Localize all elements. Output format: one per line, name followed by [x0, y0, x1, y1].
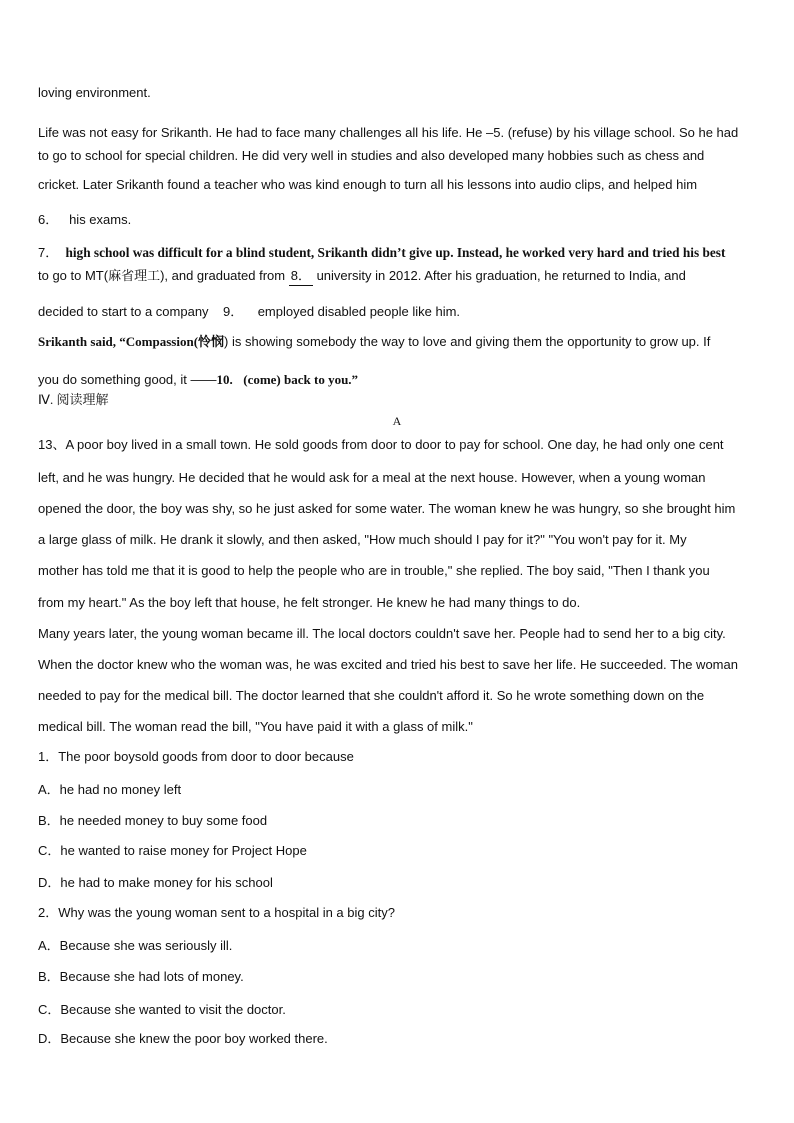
answer-option[interactable]: D．Because she knew the poor boy worked there. [38, 1031, 328, 1046]
question-stem: 2．Why was the young woman sent to a hospital in a big city? [38, 905, 395, 920]
blank-7-number: 7． [38, 245, 59, 260]
cloze-line: decided to start to a company 9． employed disabled people like him. [38, 304, 461, 319]
blank-9-number: 9． [223, 304, 244, 319]
passage-line: opened the door, the boy was shy, so he just asked for some water. The woman knew he was hungry, so she brought him [38, 501, 736, 516]
passage-line: mother has told me that it is good to help the people who are in trouble," she replied. The boy said, "Then I thank you [38, 563, 710, 578]
passage-line: from my heart." As the boy left that house, he felt stronger. He knew he had many things to do. [38, 595, 581, 610]
answer-option[interactable]: D．he had to make money for his school [38, 875, 273, 890]
answer-option[interactable]: B．Because she had lots of money. [38, 969, 244, 984]
answer-option[interactable]: A．Because she was seriously ill. [38, 938, 233, 953]
passage-line: 13、A poor boy lived in a small town. He sold goods from door to door to pay for school. One day, he had only one cent [38, 437, 724, 452]
cloze-line: Srikanth said, “Compassion(怜悯) is showing somebody the way to love and giving them the opportunity to grow up. If [38, 334, 711, 349]
section-heading: Ⅳ. 阅读理解 [38, 392, 109, 407]
passage-line: Many years later, the young woman became ill. The local doctors couldn't save her. People had to send her to a big city. [38, 626, 726, 641]
cloze-line: to go to school for special children. He did very well in studies and also developed many hobbies such as chess and [38, 148, 705, 163]
blank-5-marker: – [486, 125, 494, 140]
question-stem: 1．The poor boysold goods from door to door because [38, 749, 354, 764]
cloze-line: 7． high school was difficult for a blind student, Srikanth didn’t give up. Instead, he worked very hard and tried his best [38, 245, 726, 260]
passage-line: When the doctor knew who the woman was, he was excited and tried his best to save her life. He succeeded. The woman [38, 657, 738, 672]
blank-10-marker: —— [190, 372, 217, 387]
answer-option[interactable]: A．he had no money left [38, 782, 182, 797]
cloze-line: cricket. Later Srikanth found a teacher who was kind enough to turn all his lessons into audio clips, and helped him [38, 177, 698, 192]
passage-line: a large glass of milk. He drank it slowly, and then asked, "How much should I pay for it?" "You won't pay for it. My [38, 532, 687, 547]
passage-line: medical bill. The woman read the bill, "You have paid it with a glass of milk." [38, 719, 473, 734]
cloze-line: to go to MT(麻省理工), and graduated from 8． university in 2012. After his graduation, he returned to India, and [38, 267, 686, 286]
blank-5-number: 5. [493, 125, 505, 140]
blank-10-number: 10. [216, 372, 233, 387]
cloze-line: Life was not easy for Srikanth. He had to face many challenges all his life. He –5. (refuse) by his village school. So he had [38, 125, 739, 140]
cloze-line: loving environment. [38, 85, 151, 100]
blank-6-number: 6． [38, 212, 59, 227]
cloze-line: you do something good, it ——10. (come) back to you.” [38, 372, 359, 387]
answer-option[interactable]: C．he wanted to raise money for Project Hope [38, 843, 307, 858]
answer-option[interactable]: B．he needed money to buy some food [38, 813, 268, 828]
passage-line: needed to pay for the medical bill. The doctor learned that she couldn't afford it. So he wrote something down on the [38, 688, 705, 703]
blank-8-number: 8． [289, 267, 313, 286]
answer-option[interactable]: C．Because she wanted to visit the doctor. [38, 1002, 286, 1017]
passage-line: left, and he was hungry. He decided that he would ask for a meal at the next house. However, when a young woman [38, 470, 706, 485]
cloze-line: 6． his exams. [38, 212, 132, 227]
section-subheading: A [392, 414, 402, 428]
